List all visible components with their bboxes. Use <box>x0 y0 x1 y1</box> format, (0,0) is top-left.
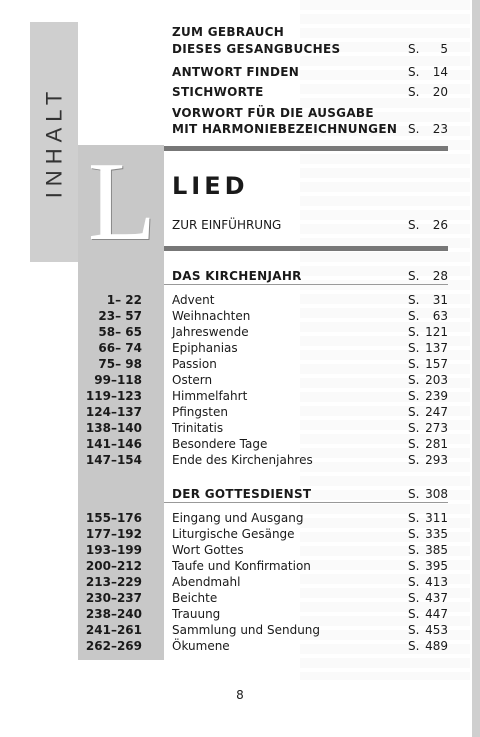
intro-entry-title[interactable]: DIESES GESANGBUCHES <box>172 42 341 56</box>
page-number: 385 <box>425 543 448 557</box>
page-number: 335 <box>425 527 448 541</box>
hymn-range: 213–229 <box>85 575 142 589</box>
page-number: 157 <box>425 357 448 371</box>
page-number: 28 <box>432 269 448 283</box>
hymn-range: 147–154 <box>85 453 142 467</box>
section-rule <box>164 246 448 251</box>
page-prefix: S. <box>408 607 420 621</box>
page-prefix: S. <box>408 325 420 339</box>
page-prefix: S. <box>408 559 420 573</box>
page-prefix: S. <box>408 543 420 557</box>
hymn-range: 23– 57 <box>98 309 142 323</box>
page-number: 137 <box>425 341 448 355</box>
page-number: 26 <box>432 218 448 232</box>
intro-entry-title[interactable]: ANTWORT FINDEN <box>172 65 300 79</box>
page-prefix: S. <box>408 575 420 589</box>
entry-label: Jahreswende <box>172 325 249 339</box>
section-heading[interactable]: DAS KIRCHENJAHR <box>172 269 302 283</box>
heading-underline <box>164 284 448 285</box>
page-prefix: S. <box>408 42 420 56</box>
page-number: 239 <box>425 389 448 403</box>
page-number: 293 <box>425 453 448 467</box>
page-edge <box>472 0 480 737</box>
page-prefix: S. <box>408 639 420 653</box>
side-tab-label-wrap <box>30 22 78 262</box>
page-prefix: S. <box>408 309 420 323</box>
entry-label: Pfingsten <box>172 405 228 419</box>
page-number: 311 <box>425 511 448 525</box>
page-prefix: S. <box>408 218 420 232</box>
page-number: 203 <box>425 373 448 387</box>
page-number: 273 <box>425 421 448 435</box>
page-prefix: S. <box>408 85 420 99</box>
hymn-range: 58– 65 <box>98 325 142 339</box>
hymn-range: 238–240 <box>85 607 142 621</box>
entry-label: Liturgische Gesänge <box>172 527 295 541</box>
hymn-range: 124–137 <box>85 405 142 419</box>
footer-page-number: 8 <box>236 688 244 702</box>
page-prefix: S. <box>408 527 420 541</box>
page-prefix: S. <box>408 453 420 467</box>
entry-label: Wort Gottes <box>172 543 244 557</box>
page-number: 447 <box>425 607 448 621</box>
page-number: 31 <box>432 293 448 307</box>
page-prefix: S. <box>408 373 420 387</box>
entry-label: Ökumene <box>172 639 230 653</box>
page-prefix: S. <box>408 421 420 435</box>
page-prefix: S. <box>408 341 420 355</box>
page-prefix: S. <box>408 437 420 451</box>
page-prefix: S. <box>408 122 420 136</box>
page-number: 395 <box>425 559 448 573</box>
page-number: 247 <box>425 405 448 419</box>
hymn-range: 177–192 <box>85 527 142 541</box>
page-prefix: S. <box>408 269 420 283</box>
hymn-range: 138–140 <box>85 421 142 435</box>
entry-label: Taufe und Konfirmation <box>172 559 311 573</box>
hymn-range: 1– 22 <box>106 293 142 307</box>
entry-label: Trauung <box>172 607 221 621</box>
intro-entry-title[interactable]: STICHWORTE <box>172 85 264 99</box>
page-prefix: S. <box>408 487 420 501</box>
page-number: 63 <box>432 309 448 323</box>
page-number: 121 <box>425 325 448 339</box>
page-number: 413 <box>425 575 448 589</box>
page-number: 5 <box>440 42 448 56</box>
entry-label: Besondere Tage <box>172 437 268 451</box>
entry-label: Weihnachten <box>172 309 251 323</box>
lied-intro-label[interactable]: ZUR EINFÜHRUNG <box>172 218 282 232</box>
entry-label: Trinitatis <box>172 421 224 435</box>
page-number: 489 <box>425 639 448 653</box>
page-prefix: S. <box>408 591 420 605</box>
entry-label: Eingang und Ausgang <box>172 511 304 525</box>
hymn-range: 193–199 <box>85 543 142 557</box>
section-heading[interactable]: DER GOTTESDIENST <box>172 487 312 501</box>
entry-label: Epiphanias <box>172 341 238 355</box>
page-number: 453 <box>425 623 448 637</box>
hymn-range: 99–118 <box>94 373 142 387</box>
intro-entry-title[interactable]: VORWORT FÜR DIE AUSGABE <box>172 106 374 120</box>
hymn-range: 262–269 <box>85 639 142 653</box>
heading-underline <box>164 502 448 503</box>
hymn-range: 200–212 <box>85 559 142 573</box>
entry-label: Advent <box>172 293 215 307</box>
hymn-range: 241–261 <box>85 623 142 637</box>
page-number: 308 <box>425 487 448 501</box>
entry-label: Himmelfahrt <box>172 389 248 403</box>
page-prefix: S. <box>408 405 420 419</box>
entry-label: Passion <box>172 357 217 371</box>
hymn-range: 66– 74 <box>98 341 142 355</box>
page-number: 14 <box>432 65 448 79</box>
intro-entry-title[interactable]: ZUM GEBRAUCH <box>172 25 285 39</box>
page-number: 281 <box>425 437 448 451</box>
page-number: 20 <box>432 85 448 99</box>
hymn-range: 75– 98 <box>98 357 142 371</box>
page-prefix: S. <box>408 623 420 637</box>
entry-label: Abendmahl <box>172 575 241 589</box>
entry-label: Beichte <box>172 591 218 605</box>
hymn-range: 119–123 <box>85 389 142 403</box>
entry-label: Sammlung und Sendung <box>172 623 321 637</box>
page-prefix: S. <box>408 357 420 371</box>
intro-entry-title[interactable]: MIT HARMONIEBEZEICHNUNGEN <box>172 122 398 136</box>
entry-label: Ostern <box>172 373 213 387</box>
section-rule <box>164 146 448 151</box>
hymn-range: 230–237 <box>85 591 142 605</box>
side-tab-label: INHALT <box>41 85 67 199</box>
page-prefix: S. <box>408 389 420 403</box>
page-prefix: S. <box>408 65 420 79</box>
page-number: 23 <box>432 122 448 136</box>
hymn-range: 141–146 <box>85 437 142 451</box>
hymn-range: 155–176 <box>85 511 142 525</box>
entry-label: Ende des Kirchenjahres <box>172 453 313 467</box>
page-number: 437 <box>425 591 448 605</box>
big-initial-letter: L <box>87 140 157 264</box>
section-title-lied: LIED <box>172 172 249 200</box>
page-prefix: S. <box>408 293 420 307</box>
page-prefix: S. <box>408 511 420 525</box>
